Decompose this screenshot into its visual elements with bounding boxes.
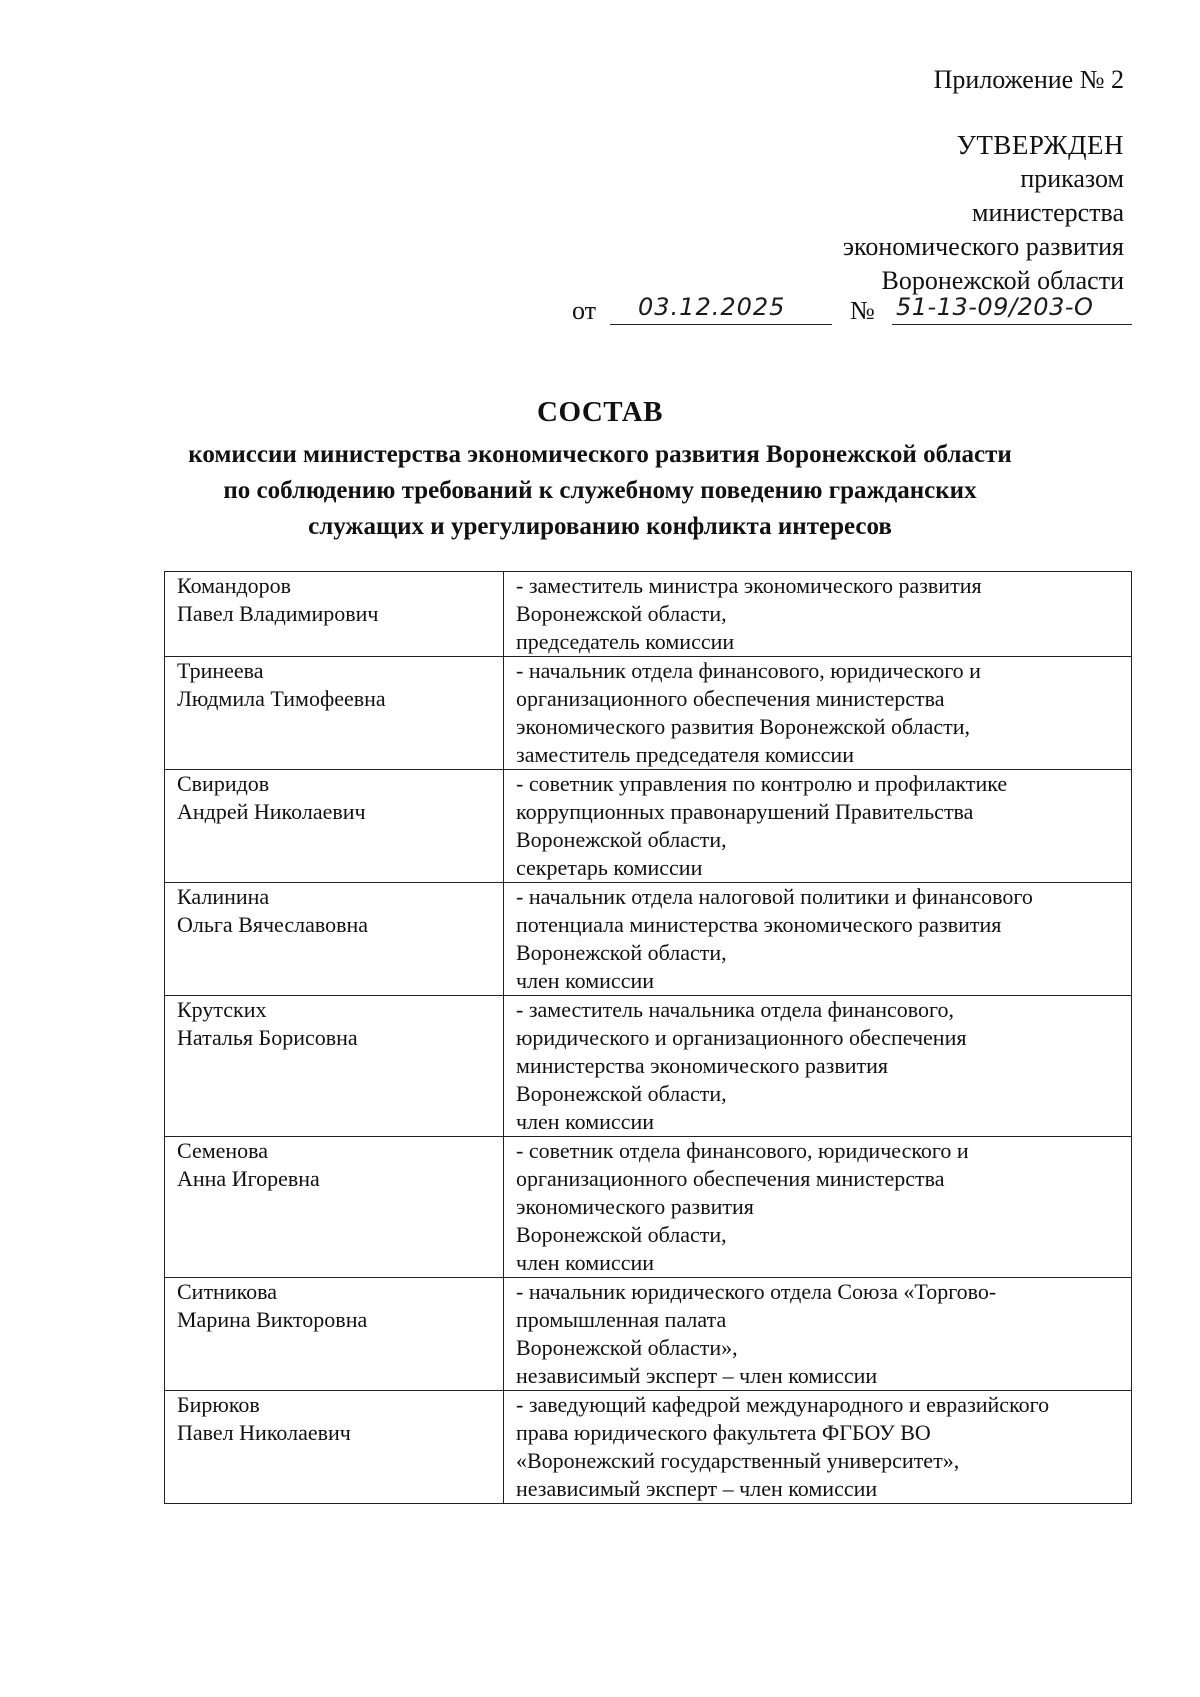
member-role-line: промышленная палата	[516, 1307, 727, 1332]
subtitle-line: по соблюдению требований к служебному поведению гражданских	[223, 477, 977, 504]
approval-block	[843, 128, 1124, 298]
member-role-line: - начальник отдела финансового, юридического и	[516, 658, 981, 683]
member-role-line: организационного обеспечения министерства	[516, 686, 945, 711]
member-role-line: независимый эксперт – член комиссии	[516, 1363, 878, 1388]
member-role-line: член комиссии	[516, 968, 655, 993]
member-given-names: Андрей Николаевич	[177, 799, 366, 824]
member-given-names: Марина Викторовна	[177, 1307, 368, 1332]
member-role-line: секретарь комиссии	[516, 855, 703, 880]
subtitle-line: комиссии министерства экономического развития Воронежской области	[188, 441, 1012, 468]
subtitle-line: служащих и урегулированию конфликта интересов	[308, 513, 892, 540]
member-surname: Ситникова	[177, 1279, 278, 1304]
document-subtitle	[0, 437, 1200, 545]
member-given-names: Павел Николаевич	[177, 1420, 351, 1445]
member-role-line: Воронежской области,	[516, 1081, 727, 1106]
member-role-cell	[504, 572, 1132, 657]
approval-line: экономического развития	[842, 232, 1124, 261]
member-role-line: организационного обеспечения министерства	[516, 1166, 945, 1191]
member-role-line: Воронежской области»,	[516, 1335, 738, 1360]
member-role-line: - заместитель министра экономического развития	[516, 573, 982, 598]
member-role-line: потенциала министерства экономического развития	[516, 912, 1002, 937]
member-role-line: член комиссии	[516, 1250, 655, 1275]
member-role-cell	[504, 657, 1132, 770]
member-role-line: председатель комиссии	[516, 629, 735, 654]
order-date-field	[610, 294, 832, 325]
member-name-cell	[165, 883, 504, 996]
appendix-label: Приложение № 2	[933, 65, 1124, 94]
member-role-cell	[504, 883, 1132, 996]
member-role-line: заместитель председателя комиссии	[516, 742, 854, 767]
member-name-cell	[165, 1278, 504, 1391]
member-given-names: Ольга Вячеславовна	[177, 912, 369, 937]
member-role-line: член комиссии	[516, 1109, 655, 1134]
member-surname: Тринеева	[177, 658, 264, 683]
member-role-line: министерства экономического развития	[516, 1053, 889, 1078]
member-given-names: Анна Игоревна	[177, 1166, 320, 1191]
order-date-handwritten: 03.12.2025	[638, 293, 786, 321]
member-role-line: права юридического факультета ФГБОУ ВО	[516, 1420, 931, 1445]
member-role-cell	[504, 770, 1132, 883]
member-role-line: - заведующий кафедрой международного и евразийского	[516, 1392, 1050, 1417]
member-given-names: Людмила Тимофеевна	[177, 686, 386, 711]
member-role-line: Воронежской области,	[516, 1222, 727, 1247]
table-row	[165, 657, 1132, 770]
document-title: СОСТАВ	[537, 396, 663, 428]
member-name-cell	[165, 770, 504, 883]
member-given-names: Наталья Борисовна	[177, 1025, 358, 1050]
member-role-line: - заместитель начальника отдела финансового,	[516, 997, 954, 1022]
table-row	[165, 883, 1132, 996]
member-role-line: экономического развития Воронежской области,	[516, 714, 971, 739]
table-row	[165, 996, 1132, 1137]
member-role-cell	[504, 1137, 1132, 1278]
member-name-cell	[165, 572, 504, 657]
approval-line: министерства	[971, 198, 1124, 227]
member-given-names: Павел Владимирович	[177, 601, 379, 626]
member-role-line: независимый эксперт – член комиссии	[516, 1476, 878, 1501]
commission-members-table	[164, 571, 1132, 1504]
member-surname: Свиридов	[177, 771, 270, 796]
member-role-line: - советник управления по контролю и профилактике	[516, 771, 1008, 796]
member-role-line: Воронежской области,	[516, 827, 727, 852]
member-name-cell	[165, 996, 504, 1137]
approval-title: УТВЕРЖДЕН	[956, 130, 1124, 160]
order-date-prefix: от	[572, 296, 597, 325]
member-role-line: экономического развития	[516, 1194, 754, 1219]
table-row	[165, 770, 1132, 883]
member-role-line: Воронежской области,	[516, 940, 727, 965]
table-row	[165, 572, 1132, 657]
order-number-handwritten: 51-13-09/203-О	[896, 293, 1094, 321]
member-surname: Командоров	[177, 573, 292, 598]
member-name-cell	[165, 1391, 504, 1504]
member-surname: Крутских	[177, 997, 267, 1022]
member-role-cell	[504, 996, 1132, 1137]
member-surname: Калинина	[177, 884, 270, 909]
member-role-cell	[504, 1278, 1132, 1391]
order-number-prefix: №	[850, 296, 875, 325]
member-role-line: коррупционных правонарушений Правительства	[516, 799, 974, 824]
member-role-line: Воронежской области,	[516, 601, 727, 626]
table-row	[165, 1278, 1132, 1391]
member-role-line: «Воронежский государственный университет»,	[516, 1448, 960, 1473]
member-role-line: - советник отдела финансового, юридического и	[516, 1138, 969, 1163]
member-role-line: - начальник отдела налоговой политики и финансового	[516, 884, 1033, 909]
order-reference	[572, 294, 1132, 328]
member-name-cell	[165, 657, 504, 770]
table-row	[165, 1137, 1132, 1278]
member-role-line: - начальник юридического отдела Союза «Торгово-	[516, 1279, 997, 1304]
table-row	[165, 1391, 1132, 1504]
member-surname: Бирюков	[177, 1392, 260, 1417]
order-number-field	[892, 294, 1132, 325]
member-name-cell	[165, 1137, 504, 1278]
approval-line: Воронежской области	[881, 266, 1124, 295]
member-role-cell	[504, 1391, 1132, 1504]
member-role-line: юридического и организационного обеспечения	[516, 1025, 967, 1050]
member-surname: Семенова	[177, 1138, 269, 1163]
approval-line: приказом	[1020, 164, 1124, 193]
